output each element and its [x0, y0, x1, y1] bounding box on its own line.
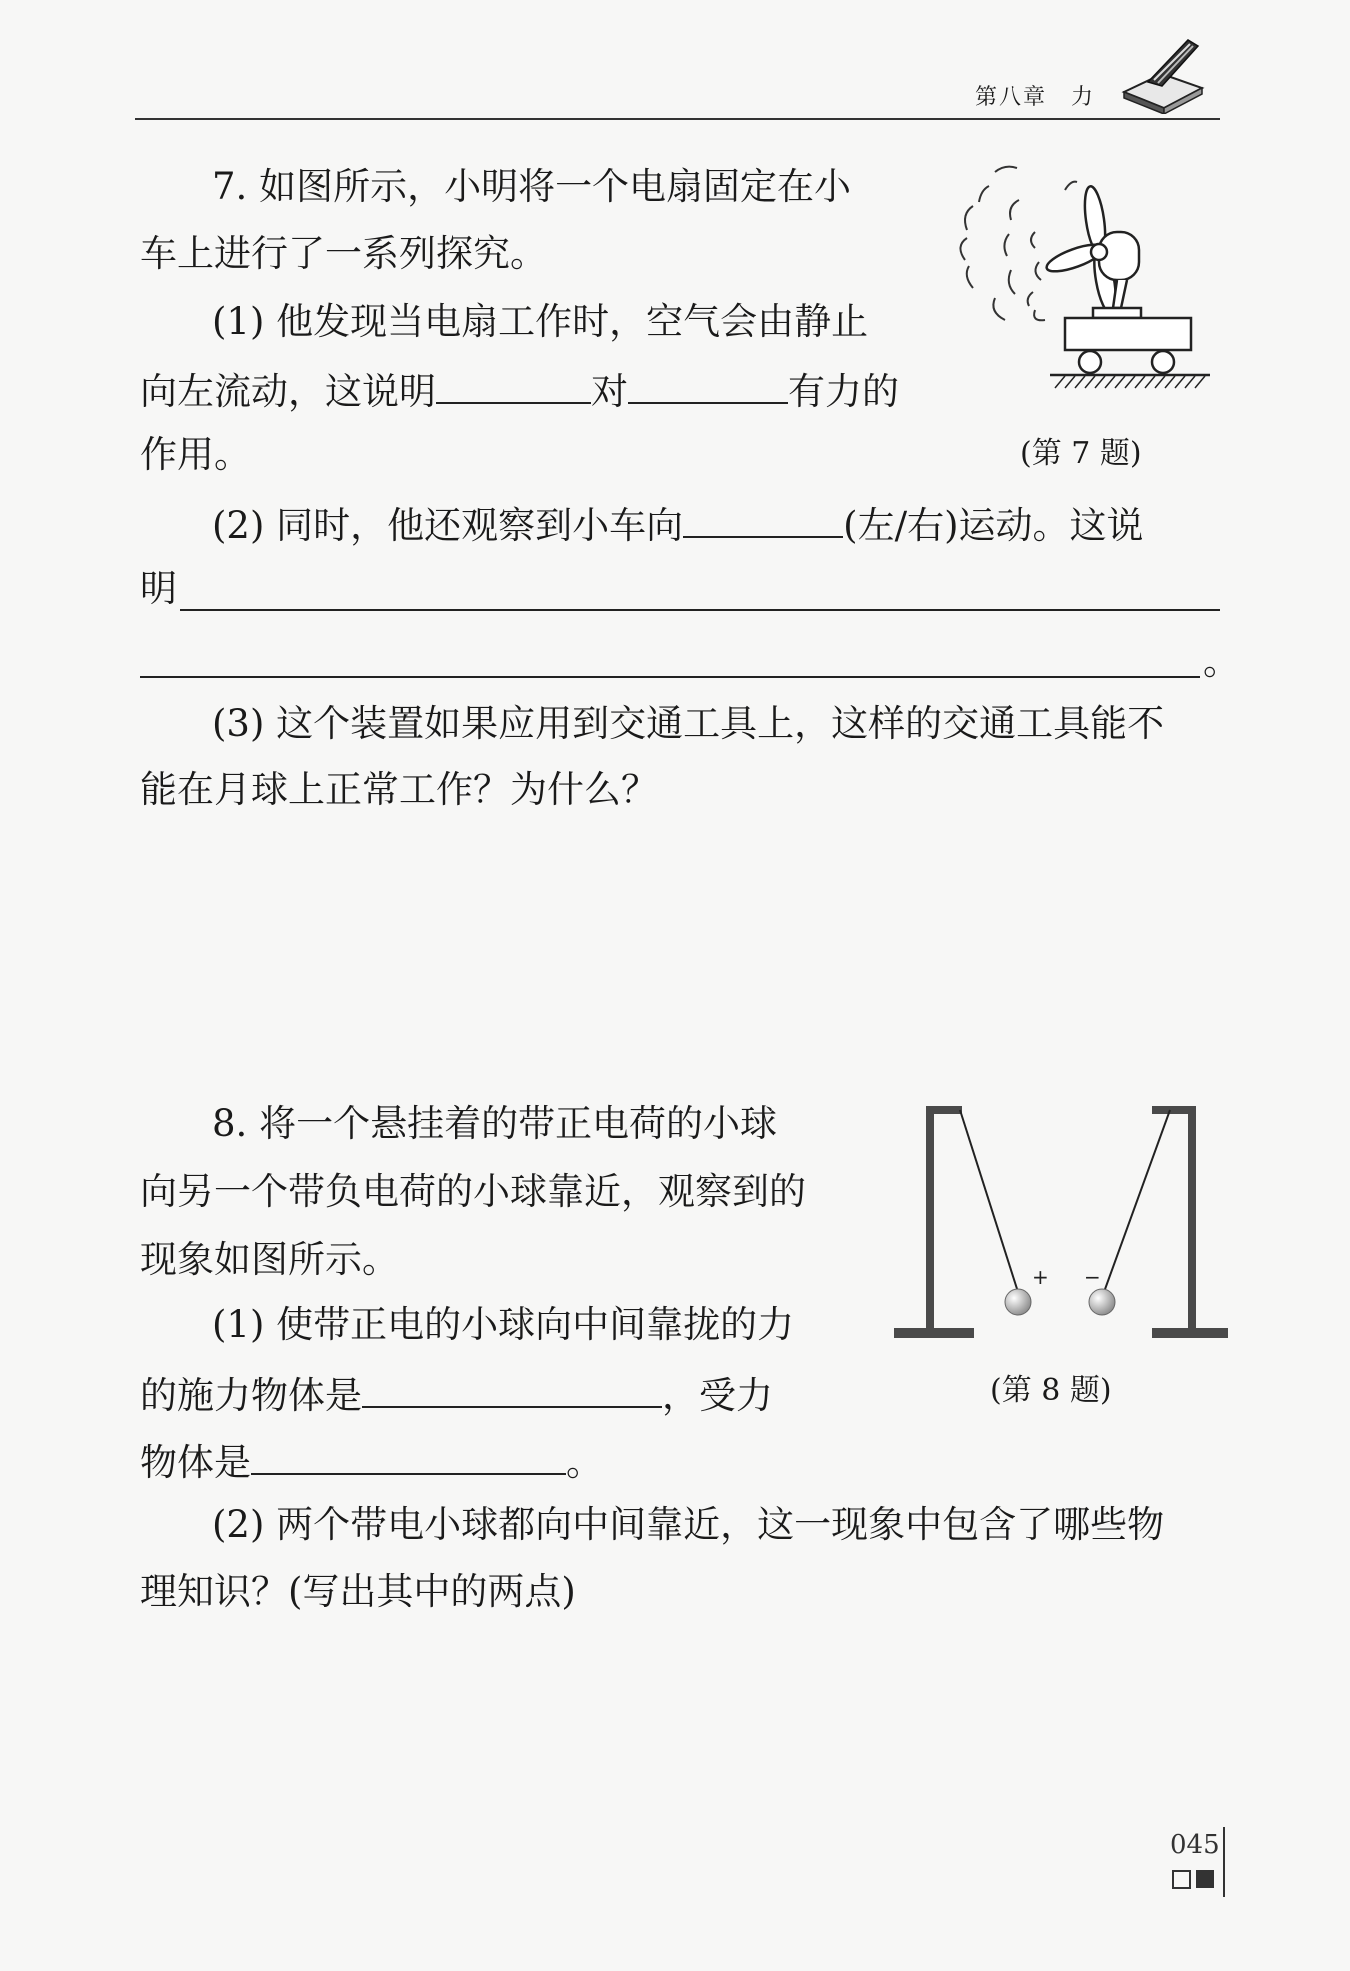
figure-8-caption: (第 8 题) [990, 1373, 1112, 1408]
answer-line[interactable] [140, 676, 1200, 678]
q7-part1-text-c: 有力的 [788, 370, 899, 413]
q7-part3-line2: 能在月球上正常工作？为什么？ [140, 768, 658, 811]
chapter-title: 第八章 力 [974, 85, 1095, 110]
answer-blank[interactable] [251, 1437, 566, 1475]
filled-square-icon [1196, 1870, 1214, 1888]
q7-part2-line2: 明 [140, 567, 177, 610]
page-number: 045 [1170, 1830, 1220, 1860]
q7-part2-text-b: (左/右)运动。这说 [843, 504, 1144, 547]
page-number-rule [1223, 1827, 1225, 1897]
q8-part1-text-a: 的施力物体是 [140, 1374, 362, 1417]
q7-part1-text-b: 对 [591, 370, 628, 413]
book-icon [1118, 34, 1206, 114]
q7-part1-line3: 作用。 [140, 433, 251, 476]
q8-part1-line3 [140, 1437, 603, 1485]
q7-part1-text-a: 向左流动，这说明 [140, 370, 436, 413]
q8-stem-line3: 现象如图所示。 [140, 1238, 399, 1281]
q8-part2-line2: 理知识？(写出其中的两点) [140, 1570, 576, 1613]
charged-balls-figure [890, 1098, 1230, 1348]
q8-part1-line1: (1) 使带正电的小球向中间靠拢的力 [212, 1303, 795, 1346]
answer-blank[interactable] [436, 366, 591, 404]
header-rule [135, 118, 1220, 120]
outline-square-icon [1172, 1870, 1191, 1889]
q7-part1-line1: (1) 他发现当电扇工作时，空气会由静止 [212, 300, 869, 343]
answer-blank[interactable] [683, 500, 843, 538]
q8-part1-line2 [140, 1370, 773, 1418]
q7-stem-line2: 车上进行了一系列探究。 [140, 232, 547, 275]
q8-part1-text-d: 。 [566, 1441, 603, 1484]
q8-part1-text-b: ，受力 [662, 1374, 773, 1417]
answer-blank[interactable] [628, 366, 788, 404]
q7-stem-line1: 7. 如图所示，小明将一个电扇固定在小 [212, 165, 852, 208]
q8-part2-line1: (2) 两个带电小球都向中间靠近，这一现象中包含了哪些物 [212, 1503, 1165, 1546]
negative-sign: − [1084, 1265, 1101, 1289]
q8-stem-line1: 8. 将一个悬挂着的带正电荷的小球 [212, 1102, 778, 1145]
q7-part3-line1: (3) 这个装置如果应用到交通工具上，这样的交通工具能不 [212, 702, 1165, 745]
figure-7-caption: (第 7 题) [1020, 436, 1142, 471]
fan-cart-figure [945, 160, 1225, 400]
q7-part1-line2 [140, 366, 899, 414]
q8-stem-line2: 向另一个带负电荷的小球靠近，观察到的 [140, 1170, 806, 1213]
q7-part2-end: 。 [1203, 640, 1240, 683]
positive-sign: + [1032, 1265, 1049, 1289]
answer-blank[interactable] [362, 1370, 662, 1408]
q7-part2-text-a: (2) 同时，他还观察到小车向 [212, 504, 684, 547]
q7-part2-line1 [212, 500, 1144, 548]
answer-line[interactable] [180, 609, 1220, 611]
q8-part1-text-c: 物体是 [140, 1441, 251, 1484]
